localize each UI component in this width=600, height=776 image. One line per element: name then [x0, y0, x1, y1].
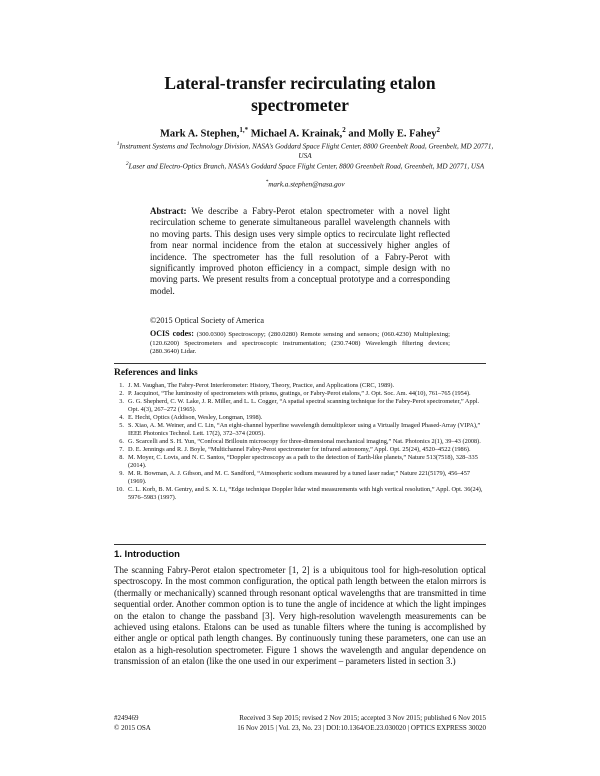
footer-article-id: #249469 [114, 714, 139, 722]
footer-citation: 16 Nov 2015 | Vol. 23, No. 23 | DOI:10.1364/OE.23.030020 | OPTICS EXPRESS 30020 [237, 724, 486, 732]
reference-text: P. Jacquinot, “The luminosity of spectrometers with prisms, gratings, or Fabry-Perot etalons,” J. Opt. Soc. Am. 44(10), 761–765 (1954). [128, 390, 471, 397]
divider [114, 544, 486, 545]
reference-number: 2. [119, 390, 124, 397]
reference-item [114, 398, 486, 414]
reference-text: C. L. Korb, B. M. Gentry, and S. X. Li, “Edge technique Doppler lidar wind measurements with high vertical resolution,” Appl. Opt. 36(24), 5976–5983 (1997). [128, 486, 483, 501]
reference-text: J. M. Vaughan, The Fabry-Perot Interferometer: History, Theory, Practice, and Applications (CRC, 1989). [128, 382, 395, 389]
affiliation-marker: * [265, 179, 269, 185]
author-list [60, 124, 540, 141]
author-superscript: 2 [436, 126, 441, 134]
reference-item [114, 470, 486, 486]
reference-number: 1. [119, 382, 124, 389]
reference-item [114, 390, 486, 398]
reference-item [114, 486, 486, 502]
abstract [150, 206, 450, 297]
footer-copyright: © 2015 OSA [114, 724, 151, 732]
reference-item [114, 438, 486, 446]
author-name: and Molly E. Fahey [345, 128, 437, 140]
reference-text: M. Moyer, C. Lovis, and N. C. Santos, “Doppler spectroscopy as a path to the detection of Earth-like planets,” Nature 513(7518), 328–335 (2014). [128, 454, 478, 469]
author-superscript: 2 [342, 126, 346, 134]
reference-number: 7. [119, 446, 124, 453]
abstract-text: We describe a Fabry-Perot etalon spectrometer with a novel light recirculation scheme to generate simultaneous parallel wavelength channels with no moving parts. This design uses very simple optics to recirculate light reflected from near normal incidence from the etalon at successively higher angles of incidence. The spectrometer has the full resolution of a Fabry-Perot with significantly improved photon efficiency in a compact, simple design with no moving parts. We present results from a conceptual prototype and a corresponding model. [150, 206, 450, 296]
affiliation-marker: 2 [125, 161, 129, 167]
reference-text: D. E. Jennings and R. J. Boyle, “Multichannel Fabry-Perot spectrometer for infrared astronomy,” Appl. Opt. 25(24), 4520–4522 (1986). [128, 446, 471, 453]
corresponding-email[interactable] [110, 178, 500, 190]
reference-text: M. R. Bowman, A. J. Gibson, and M. C. Sandford, “Atmospheric sodium measured by a tuned laser radar,” Nature 221(5179), 456–457 (1969). [128, 470, 470, 485]
ocis-codes [150, 330, 450, 357]
reference-text: G. G. Shepherd, C. W. Lake, J. R. Miller, and L. L. Cogger, “A spatial spectral scanning technique for the Fabry-Perot spectrometer,” Appl. Opt. 4(3), 267–272 (1965). [128, 398, 480, 413]
author-name: Michael A. Krainak, [248, 128, 343, 140]
affiliation-text: Instrument Systems and Technology Division, NASA’s Goddard Space Flight Center, 8800 Greenbelt Road, Greenbelt, MD 20771, USA [119, 142, 494, 160]
reference-number: 8. [119, 454, 124, 461]
reference-number: 5. [119, 422, 124, 429]
affiliation-2 [110, 160, 500, 172]
reference-number: 10. [116, 486, 124, 493]
divider [114, 363, 486, 364]
author-name: Mark A. Stephen, [159, 128, 240, 140]
introduction-paragraph: The scanning Fabry-Perot etalon spectrometer [1, 2] is a ubiquitous tool for high-resolution optical spectroscopy. In the most common configuration, the optical path length between the etalon mirrors is (thermally or mechanically) scanned through resonant optical wavelengths that are transmitted in time sequential order. Another common option is to tune the angle of incidence at which the light impinges on the etalon to change the passband [3]. Very high-resolution wavelength measurements can be achieved using etalons. Etalons can be used as tunable filters where the tuning is accomplished by either angle or optical path length changes. By continuously tuning these parameters, one can use an etalon as a high-resolution spectrometer. Figure 1 shows the wavelength and angular dependence on transmission of an etalon (like the one used in our experiment – parameters listed in section 3.) [114, 565, 486, 667]
section-heading: 1. Introduction [114, 549, 180, 560]
affiliation-text: Laser and Electro-Optics Branch, NASA’s Goddard Space Flight Center, 8800 Greenbelt Road, Greenbelt, MD 20771, USA [128, 162, 485, 171]
reference-item [114, 454, 486, 470]
footer-dates: Received 3 Sep 2015; revised 2 Nov 2015; accepted 3 Nov 2015; published 6 Nov 2015 [239, 714, 486, 722]
affiliation-1 [110, 140, 500, 161]
reference-item [114, 446, 486, 454]
reference-item [114, 382, 486, 390]
reference-text: E. Hecht, Optics (Addison, Wesley, Longman, 1998). [128, 414, 263, 421]
ocis-text: (300.0300) Spectroscopy; (280.0280) Remote sensing and sensors; (060.4230) Multiplexing; (120.6200) Spectrometers and spectroscopic instrumentation; (230.7408) Wavelength filtering devices; (280.3640) Lidar. [150, 331, 450, 356]
author-superscript: 1,* [239, 126, 249, 134]
reference-item [114, 414, 486, 422]
reference-text: S. Xiao, A. M. Weiner, and C. Lin, “An eight-channel hyperfine wavelength demultiplexer using a Virtually Imaged Phased-Array (VIPA),” IEEE Photonics Technol. Lett. 17(2), 372–374 (2005). [128, 422, 481, 437]
reference-number: 4. [119, 414, 124, 421]
reference-item [114, 422, 486, 438]
reference-number: 6. [119, 438, 124, 445]
affiliation-marker: 1 [116, 141, 120, 147]
reference-number: 3. [119, 398, 124, 405]
abstract-label: Abstract: [150, 206, 187, 216]
reference-number: 9. [119, 470, 124, 477]
reference-list [114, 382, 486, 502]
copyright-line: ©2015 Optical Society of America [150, 316, 264, 325]
paper-title: Lateral-transfer recirculating etalon spectrometer [164, 73, 436, 115]
ocis-label: OCIS codes: [150, 329, 194, 338]
references-heading: References and links [114, 368, 198, 378]
reference-text: G. Scarcelli and S. H. Yun, “Confocal Brillouin microscopy for three-dimensional mechanical imaging,” Nat. Photonics 2(1), 39–43 (2008). [128, 438, 481, 445]
email-link[interactable]: mark.a.stephen@nasa.gov [268, 180, 345, 189]
